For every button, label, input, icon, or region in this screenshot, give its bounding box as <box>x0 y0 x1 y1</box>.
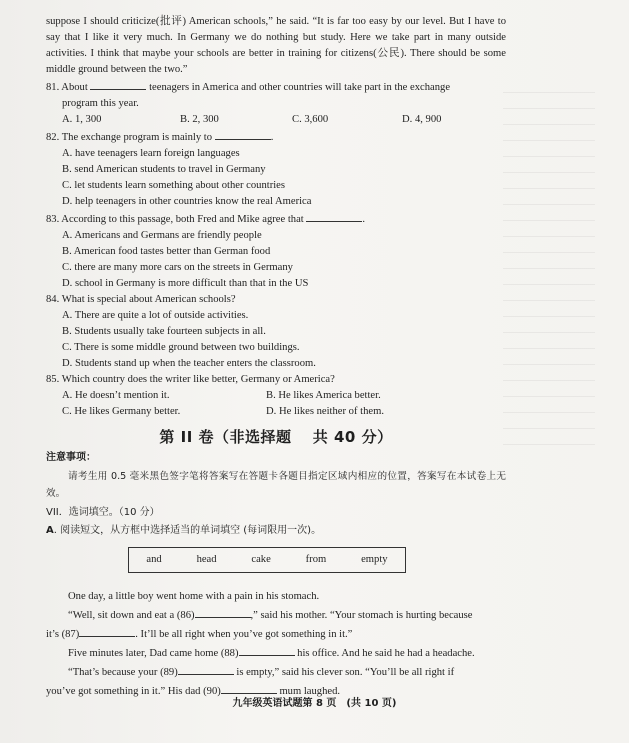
option-a: A. He doesn’t mention it. <box>62 390 170 401</box>
word-option: empty <box>361 554 388 565</box>
option-c: C. there are many more cars on the streets in Germany <box>62 262 293 273</box>
option-b: B. Students usually take fourteen subjects in all. <box>62 326 266 337</box>
answer-blank <box>215 128 271 140</box>
word-option: from <box>305 554 327 565</box>
notice-text: 请考生用 0.5 毫米黑色签字笔将答案写在答题卡各题目指定区域内相应的位置，答案写在本试卷上无效。 <box>46 471 506 499</box>
question-85 <box>46 372 506 420</box>
section-title: 第 II 卷（非选择题 共 40 分） <box>159 428 393 446</box>
option-c: C. He likes Germany better. <box>62 406 181 417</box>
option-b: B. He likes America better. <box>266 390 381 401</box>
part-a-text: . 阅读短文，从方框中选择适当的单词填空 (每词限用一次)。 <box>53 525 322 536</box>
question-82-stem-a: 82. The exchange program is mainly to <box>46 132 213 143</box>
blank-86 <box>195 606 251 618</box>
story-line-5: “That’s because your (89) is empty,” said his clever son. “You’ll be all right if <box>46 663 506 682</box>
question-81-options <box>46 112 506 128</box>
passage-ending: suppose I should criticize(批评) American schools,” he said. “It is far too easy by our level. But I have to say that I like it very much. In Germany we do nothing but study. Here we take part in many outside activities. I think that maybe your schools are better in training for citizens(公民). There should be some middle ground between the two.” <box>46 16 506 75</box>
option-c: C. let students learn something about other countries <box>62 180 286 191</box>
option-d: D. school in Germany is more difficult than that in the US <box>62 278 309 289</box>
story-line-1: One day, a little boy went home with a pain in his stomach. <box>68 591 320 602</box>
question-83-stem-a: 83. According to this passage, both Fred and Mike agree that <box>46 214 304 225</box>
option-d: D. Students stand up when the teacher enters the classroom. <box>62 358 316 369</box>
blank-88 <box>239 644 295 656</box>
word-option: and <box>146 554 162 565</box>
question-82 <box>46 128 506 210</box>
question-85-stem: 85. Which country does the writer like better, Germany or America? <box>46 374 335 385</box>
blank-90 <box>221 682 277 694</box>
question-81-stem-c: program this year. <box>62 98 139 109</box>
question-84-stem: 84. What is special about American schools? <box>46 294 236 305</box>
question-84 <box>46 292 506 372</box>
option-a: A. There are quite a lot of outside activities. <box>62 310 249 321</box>
option-d: D. help teenagers in other countries know the real America <box>62 196 312 207</box>
option-a: A. have teenagers learn foreign languages <box>62 148 240 159</box>
part-a-label: A <box>46 525 54 536</box>
blank-89 <box>178 663 234 675</box>
story-line-3: it’s (87) . It’ll be all right when you’ve got something in it.” <box>46 625 506 644</box>
page-content <box>46 14 506 701</box>
blank-87 <box>79 625 135 637</box>
bleed-through-shadow <box>503 92 595 452</box>
question-81-stem-a: 81. About <box>46 82 88 93</box>
story-line-2: “Well, sit down and eat a (86) ,” said his mother. “Your stomach is hurting because <box>46 606 506 625</box>
option-b: B. American food tastes better than German food <box>62 246 271 257</box>
question-83-stem-b: . <box>362 214 366 225</box>
option-b: B. 2, 300 <box>180 114 219 125</box>
option-c: C. 3,600 <box>292 114 329 125</box>
question-81-stem-b: teenagers in America and other countries will take part in the exchange <box>149 82 451 93</box>
option-d: D. 4, 900 <box>402 114 442 125</box>
option-c: C. There is some middle ground between two buildings. <box>62 342 300 353</box>
question-81 <box>46 78 506 128</box>
section-vii-heading: VII．选词填空。（10 分） <box>46 507 160 518</box>
story-line-6: you’ve got something in it.” His dad (90) mum laughed. <box>46 682 506 701</box>
option-a: A. Americans and Germans are friendly people <box>62 230 262 241</box>
option-b: B. send American students to travel in Germany <box>62 164 266 175</box>
question-83 <box>46 210 506 292</box>
page-footer: 九年级英语试题第 8 页 (共 10 页) <box>232 698 397 709</box>
word-option: cake <box>251 554 271 565</box>
option-a: A. 1, 300 <box>62 114 102 125</box>
notice-heading: 注意事项： <box>46 452 96 463</box>
word-option: head <box>196 554 217 565</box>
story-line-4: Five minutes later, Dad came home (88) his office. And he said he had a headache. <box>46 644 506 663</box>
answer-blank <box>306 210 362 222</box>
option-d: D. He likes neither of them. <box>266 406 384 417</box>
part-a-instruction <box>46 522 506 539</box>
answer-blank <box>90 78 146 90</box>
word-box <box>128 547 406 573</box>
question-82-stem-b: . <box>270 132 274 143</box>
